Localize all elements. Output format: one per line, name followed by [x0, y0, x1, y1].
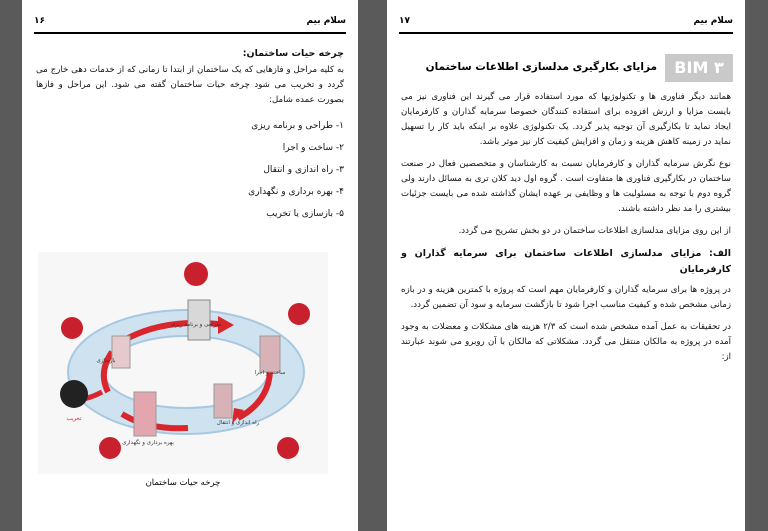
paragraph: نوع نگرش سرمایه گذاران و کارفرمایان نسبت به کارشناسان و متخصصین فعال در صنعت ساختمان در بکارگیری فناوری ها متفاوت است . گروه اول دید کلان تری به مسائل دارند ولی گروه دوم با توجه به مسئولیت ها و وظایفی بر عهده ایشان گذاشته شده می بایست جزئیات بیشتری را مد نظر داشته باشند.	[401, 159, 731, 214]
building-handover-icon	[214, 384, 232, 418]
list-item: ۲- ساخت و اجرا	[282, 143, 344, 153]
list-item: ۵- بازسازی یا تخریب	[266, 209, 344, 219]
operation-circle-icon	[99, 437, 121, 459]
header-title: سلام بیم	[306, 16, 346, 26]
list-item: ۴- بهره برداری و نگهداری	[248, 187, 344, 197]
construction-circle-icon	[288, 303, 310, 325]
lifecycle-diagram	[38, 252, 328, 474]
figure-caption: چرخه حیات ساختمان	[145, 478, 221, 488]
lifecycle-figure	[38, 252, 328, 474]
right-page	[387, 0, 745, 531]
header-title: سلام بیم	[693, 16, 733, 26]
demolition-debris-icon	[60, 380, 88, 408]
building-operation-icon	[134, 392, 156, 436]
design-circle-icon	[184, 262, 208, 286]
paragraph: همانند دیگر فناوری ها و تکنولوژیها که مورد استفاده قرار می گیرند این فناوری نیز می بایست مزایا و ارزش افزوده برای استفاده کنندگان خصوصا سرمایه گذاران و کارفرمایان ایجاد نماید تا بکارگیری آن توجیه پذیر گردد. یک تکنولوژی علاوه بر اینکه باید کار را تسهیل نماید در زمینه کاهش هزینه و زمان و افزایش کیفیت کار نیز موثر باشد.	[401, 92, 731, 147]
list-item: ۳- راه اندازی و انتقال	[263, 165, 344, 175]
bim-badge: BIM ۳	[665, 54, 733, 82]
recycle-circle-icon	[61, 317, 83, 339]
label-handover: راه اندازی و انتقال	[216, 420, 260, 426]
label-design: طراحی و برنامه ریزی	[170, 322, 222, 328]
label-renovation: بازسازی	[96, 358, 116, 364]
left-page	[22, 0, 358, 531]
list-item: ۱- طراحی و برنامه ریزی	[251, 121, 344, 131]
page-number: ۱۶	[34, 16, 45, 26]
paragraph: از این روی مزایای مدلسازی اطلاعات ساختمان در دو بخش تشریح می گردد.	[458, 226, 731, 236]
phase-list	[36, 115, 344, 225]
right-body	[401, 90, 731, 372]
building-design-icon	[188, 300, 210, 340]
section-title: چرخه حیات ساختمان:	[242, 48, 344, 59]
page-header	[399, 14, 733, 34]
subheading: الف: مزایای مدلسازی اطلاعات ساختمان برای سرمایه گذاران و کارفرمایان	[401, 248, 731, 275]
intro-paragraph: به کلیه مراحل و فازهایی که یک ساختمان از ابتدا تا زمانی که از خدمات دهی خارج می گردد و تخریب می شود چرخه حیات ساختمان گفته می شود. این مراحل و فازها بصورت عمده شامل:	[36, 65, 344, 105]
page-number: ۱۷	[399, 16, 410, 26]
page-header	[34, 14, 346, 34]
label-construction: ساخت و اجرا	[254, 370, 286, 376]
handover-circle-icon	[277, 437, 299, 459]
label-operation: بهره برداری و نگهداری	[122, 440, 174, 446]
chapter-title: مزایای بکارگیری مدلسازی اطلاعات ساختمان	[425, 61, 657, 73]
label-demolition: تخریب	[66, 416, 82, 422]
left-body	[36, 46, 344, 225]
paragraph: در تحقیقات به عمل آمده مشخص شده است که ۲/۳ هزینه های مشکلات و معضلات به وجود آمده در پروژه به مالکان منتقل می گردد. مشکلاتی که مالکان با آن روبرو می شوند عبارتند از:	[401, 322, 732, 362]
paragraph: در پروژه ها برای سرمایه گذاران و کارفرمایان مهم است که پروژه با کمترین هزینه و در بازه زمانی مشخص شده و کیفیت مناسب اجرا شود تا بازگشت سرمایه و سود آن تضمین گردد.	[401, 285, 731, 310]
chapter-heading	[401, 54, 733, 84]
building-construction-icon	[260, 336, 280, 372]
